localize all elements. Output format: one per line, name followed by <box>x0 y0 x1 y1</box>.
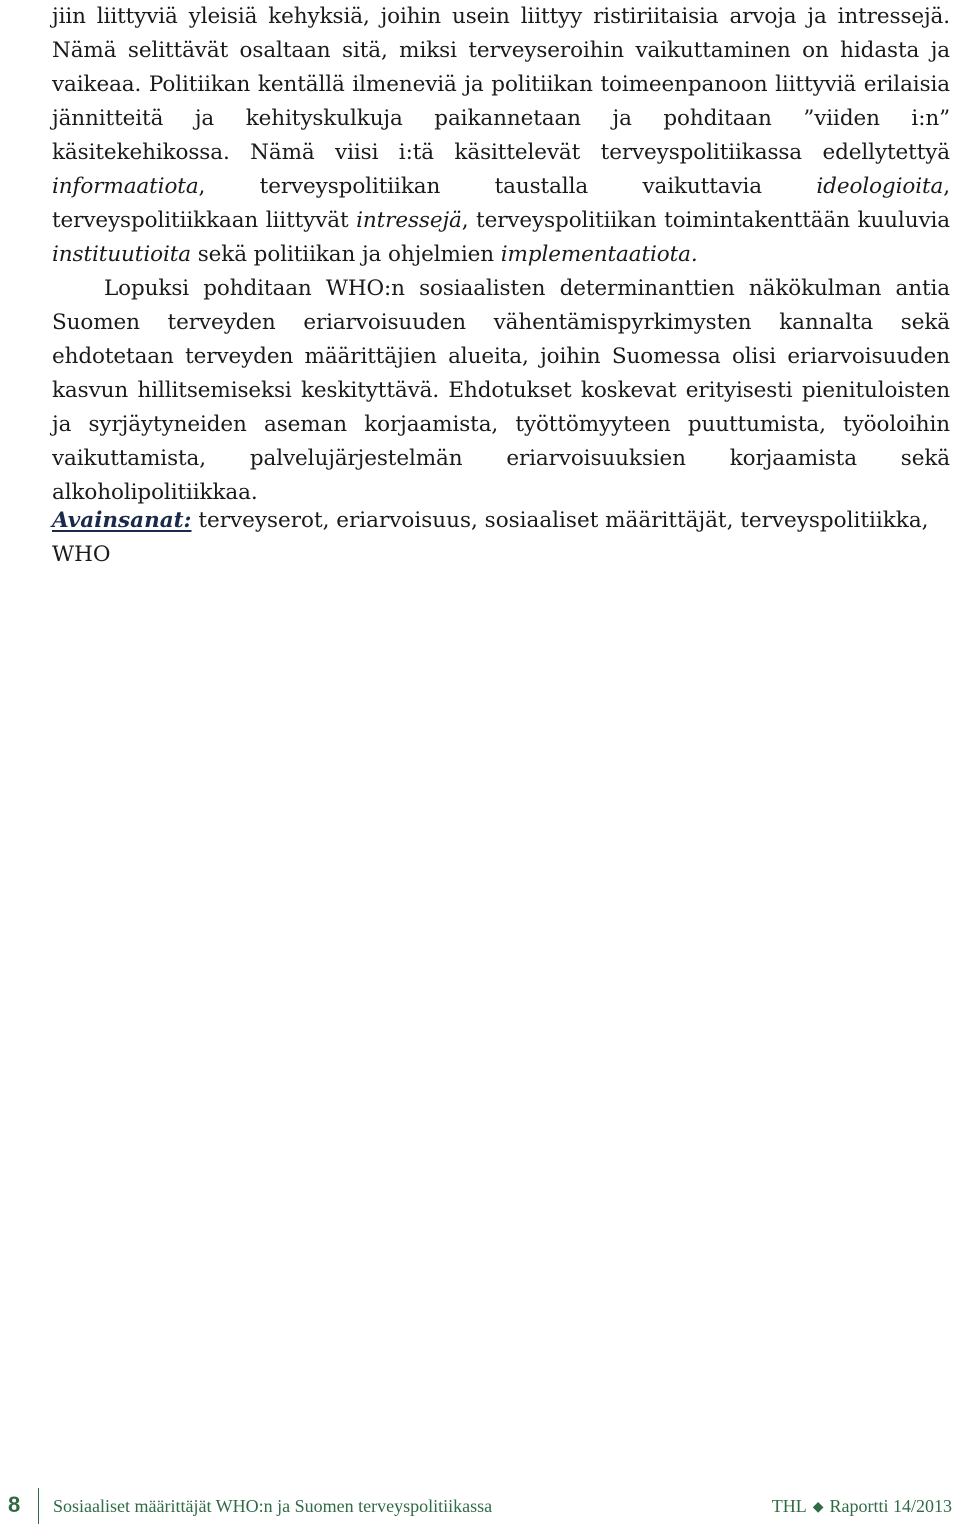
report-number: Raportti 14/2013 <box>829 1496 952 1516</box>
publisher-name: THL <box>771 1496 807 1516</box>
term-intresseja: intressejä <box>356 208 462 233</box>
term-ideologioita: ideologioita <box>816 174 944 199</box>
paragraph-text: , terveyspolitiikan toimintakenttään kuuluvia <box>461 208 950 233</box>
keywords-line <box>52 504 950 572</box>
term-instituutioita: instituutioita <box>52 242 192 267</box>
abstract-paragraph-2: Lopuksi pohditaan WHO:n sosiaalisten determinanttien näkökulman antia Suomen terveyden eriarvoisuuden vähentämispyrkimysten kannalta sekä ehdotetaan terveyden määrittäjien alueita, joihin Suomessa olisi eriarvoisuuden kasvun hillitsemiseksi keskityttävä. Ehdotukset koskevat erityisesti pienituloisten ja syrjäytyneiden aseman korjaamista, työttömyyteen puuttumista, työoloihin vaikuttamista, palvelujärjestelmän eriarvoisuuksien korjaamista sekä alkoholipolitiikkaa. <box>52 276 950 505</box>
keywords-label: Avainsanat: <box>52 508 192 533</box>
footer-divider <box>38 1488 39 1524</box>
term-implementaatiota: implementaatiota. <box>500 242 698 267</box>
paragraph-text: jiin liittyviä yleisiä kehyksiä, joihin usein liittyy ristiriitaisia arvoja ja intressejä. Nämä selittävät osaltaan sitä, miksi terveyseroihin vaikuttaminen on hidasta ja vaikeaa. Politiikan kentällä ilmeneviä ja politiikan toimeenpanoon liittyviä erilaisia jännitteitä ja kehityskulkuja paikannetaan ja pohditaan ”viiden i:n” käsitekehikossa. Nämä viisi i:tä käsittelevät terveyspolitiikassa edellytettyä <box>52 4 950 165</box>
page-body <box>52 0 950 510</box>
paragraph-text: sekä politiikan ja ohjelmien <box>191 242 501 267</box>
footer-document-title: Sosiaaliset määrittäjät WHO:n ja Suomen terveyspolitiikassa <box>53 1496 493 1516</box>
diamond-icon: ◆ <box>812 1500 824 1515</box>
page-footer <box>0 1486 960 1526</box>
keywords-value: terveyserot, eriarvoisuus, sosiaaliset määrittäjät, terveyspolitiikka, WHO <box>52 508 929 567</box>
page-number: 8 <box>8 1492 21 1517</box>
paragraph-text: , terveyspolitiikkaan liittyvät <box>52 174 950 233</box>
footer-publisher <box>772 1496 952 1517</box>
term-informaatiota: informaatiota <box>52 174 199 199</box>
paragraph-text: , terveyspolitiikan taustalla vaikuttavia <box>198 174 817 199</box>
abstract-paragraph-1 <box>52 0 950 272</box>
